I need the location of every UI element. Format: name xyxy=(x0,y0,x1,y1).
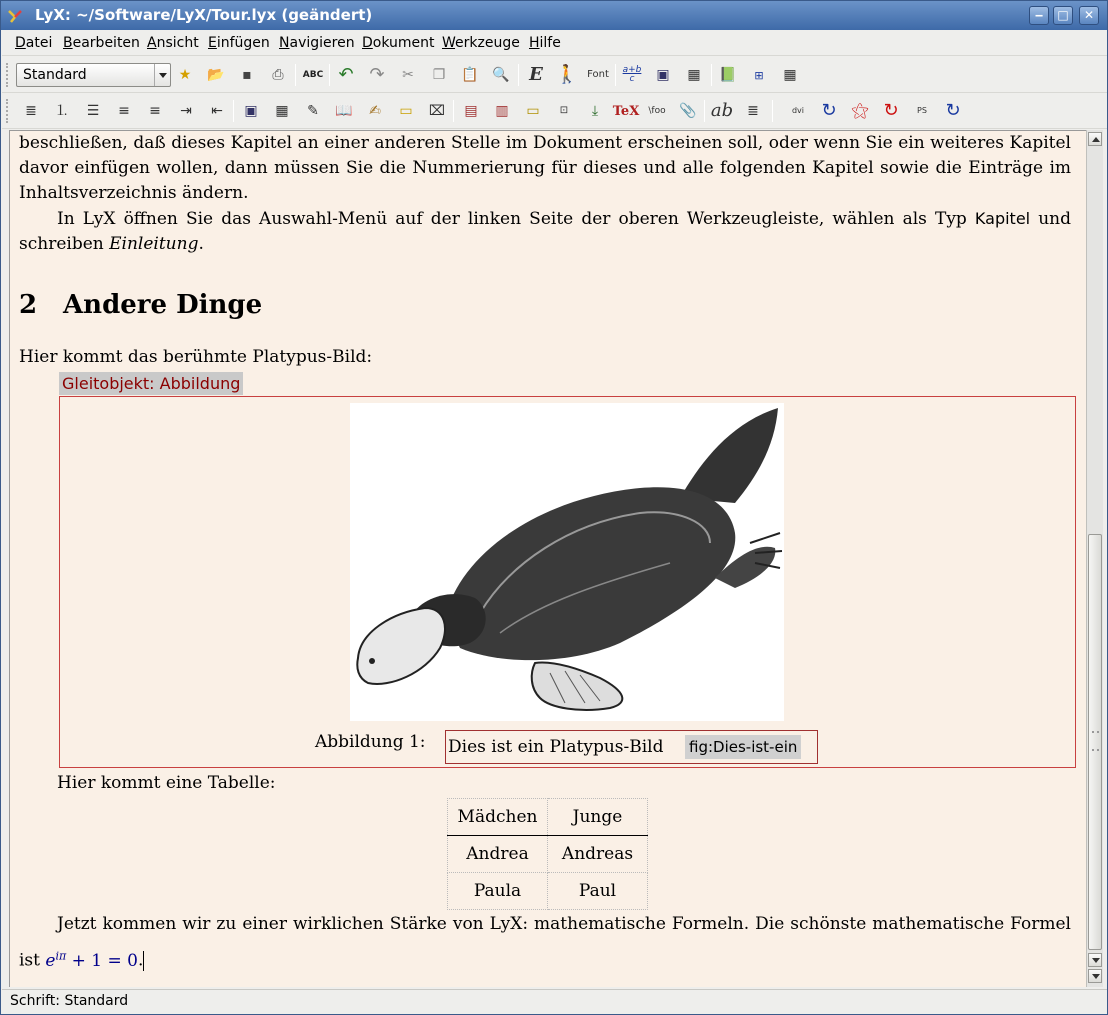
float-inset-label[interactable]: Gleitobjekt: Abbildung xyxy=(59,372,243,395)
update-dvi-icon[interactable]: ↻ xyxy=(821,100,837,121)
bullet-list-icon[interactable]: ☰ xyxy=(86,103,100,119)
insert-table-icon[interactable]: ▦ xyxy=(687,67,701,83)
insert-hyperlink-icon[interactable]: ⌧ xyxy=(428,103,446,119)
menu-einfuegen[interactable]: Einfügen xyxy=(208,35,270,51)
scroll-down-button[interactable] xyxy=(1088,953,1102,967)
paragraph-1[interactable]: beschließen, daß dieses Kapitel an einer anderen Stelle im Dokument erscheinen soll, oder wenn Sie ein weiteres Kapitel davor einfügen wollen, dann müssen Sie die Nummerierung für dieses und alle folgenden Kapitel sowie die Einträge im Inhaltsverzeichnis ändern. xyxy=(19,133,1071,203)
text-cursor xyxy=(143,951,144,971)
view-ps-icon[interactable]: PS xyxy=(917,106,927,115)
toolbar-grip[interactable] xyxy=(6,63,10,87)
figure-float[interactable] xyxy=(59,396,1076,768)
paragraph-2-text: In LyX öffnen Sie das Auswahl-Menü auf der linken Seite der oberen Werkzeugleiste, wählen als Typ xyxy=(57,209,967,229)
status-text: Schrift: Standard xyxy=(10,993,129,1009)
find-replace-icon[interactable]: 🔍 xyxy=(492,67,510,83)
paperclip-icon[interactable]: 📎 xyxy=(679,103,697,119)
view-pdf-icon[interactable]: ⚝ xyxy=(851,100,869,121)
extra-toolbar xyxy=(2,93,1107,129)
formula-paragraph[interactable] xyxy=(19,909,1071,977)
align-justify-icon[interactable]: ≣ xyxy=(25,103,37,119)
figure-label-button[interactable]: fig:Dies-ist-ein xyxy=(685,735,801,759)
new-document-icon[interactable]: ★ xyxy=(178,67,192,83)
table-panel-icon[interactable]: ▦ xyxy=(783,67,797,83)
menu-hilfe[interactable]: Hilfe xyxy=(529,35,561,51)
paragraph-2-text-b: und schreiben xyxy=(19,209,1071,254)
paragraph-2-end: . xyxy=(198,234,204,254)
noun-icon[interactable]: 🚶 xyxy=(555,64,579,85)
toolbar-separator xyxy=(329,64,330,86)
numbered-list-icon[interactable]: ⒈ xyxy=(55,103,69,119)
minimize-button[interactable]: ‒ xyxy=(1029,6,1049,25)
platypus-intro[interactable]: Hier kommt das berühmte Platypus-Bild: xyxy=(19,347,373,367)
menu-bearbeiten[interactable]: Bearbeiten xyxy=(63,35,140,51)
chevron-down-icon[interactable] xyxy=(154,64,170,86)
title-bar xyxy=(1,1,1107,30)
description-list-icon[interactable]: ≡ xyxy=(118,103,130,119)
section-heading[interactable] xyxy=(19,290,263,320)
insert-table-icon-2[interactable]: ▦ xyxy=(275,103,289,119)
toc-book-icon[interactable]: 📗 xyxy=(719,67,737,83)
section-title: Andere Dinge xyxy=(63,290,263,320)
view-dvi-icon[interactable]: dvi xyxy=(791,106,805,115)
menu-bar xyxy=(2,30,1107,56)
paste-icon[interactable]: 📋 xyxy=(461,67,479,83)
toolbar-separator xyxy=(233,100,234,122)
lyx-app-icon[interactable] xyxy=(7,8,23,24)
table-header-row xyxy=(448,799,648,836)
table-cell[interactable]: Paula xyxy=(448,873,548,910)
document-editor[interactable] xyxy=(9,130,1086,987)
paragraph-settings-icon[interactable]: ≣ xyxy=(747,103,759,119)
table-header-cell[interactable]: Junge xyxy=(548,799,648,836)
undo-icon[interactable]: ↶ xyxy=(338,64,354,85)
data-table[interactable] xyxy=(447,798,648,910)
kapitel-style-name: Kapitel xyxy=(974,209,1031,228)
math-panel-icon[interactable]: ⊞ xyxy=(754,68,764,82)
toolbar-separator xyxy=(711,64,712,86)
insert-citation-icon[interactable]: ✍ xyxy=(369,103,381,119)
insert-tex-icon[interactable]: TeX xyxy=(612,103,640,119)
print-icon[interactable]: ⎙ xyxy=(272,67,284,83)
scroll-thumb[interactable] xyxy=(1088,534,1102,950)
insert-marginnote-icon[interactable]: ▥ xyxy=(495,103,509,119)
menu-ansicht[interactable]: Ansicht xyxy=(147,35,199,51)
toolbar-separator xyxy=(615,64,616,86)
toolbar-separator xyxy=(772,100,773,122)
insert-ert-icon[interactable]: \foo xyxy=(648,105,666,116)
caption-inset[interactable] xyxy=(445,730,818,764)
paragraph-style-select[interactable] xyxy=(16,63,171,87)
formula-period: . xyxy=(137,950,144,971)
table-intro[interactable]: Hier kommt eine Tabelle: xyxy=(57,773,276,793)
formula-base: e xyxy=(45,950,56,971)
insert-image-icon[interactable]: ▣ xyxy=(244,103,258,119)
redo-icon[interactable]: ↷ xyxy=(369,64,385,85)
emphasized-einleitung: Einleitung xyxy=(109,234,199,254)
maximize-button[interactable]: □ xyxy=(1053,6,1073,25)
style-select-value: Standard xyxy=(23,67,87,83)
table-cell[interactable]: Andrea xyxy=(448,836,548,873)
scroll-up-button[interactable] xyxy=(1088,132,1102,146)
decrease-depth-icon[interactable]: ⇤ xyxy=(211,103,223,119)
menu-navigieren[interactable]: Navigieren xyxy=(279,35,355,51)
formula-paragraph-text: Jetzt kommen wir zu einer wirklichen Stärke von LyX: mathematische Formeln. Die schönste mathematische Formel ist xyxy=(19,914,1071,971)
menu-werkzeuge[interactable]: Werkzeuge xyxy=(442,35,520,51)
table-row xyxy=(448,873,648,910)
toolbar-separator xyxy=(295,64,296,86)
font-settings-icon[interactable]: Font xyxy=(587,69,609,80)
spellcheck-icon[interactable]: ABC xyxy=(302,69,324,80)
insert-graphics-icon[interactable]: ▣ xyxy=(656,67,670,83)
window-title: LyX: ~/Software/LyX/Tour.lyx (geändert) xyxy=(35,6,373,24)
save-icon[interactable]: ▪ xyxy=(242,67,252,83)
increase-depth-icon[interactable]: ⇥ xyxy=(180,103,192,119)
table-cell[interactable]: Andreas xyxy=(548,836,648,873)
insert-index-icon[interactable]: ▭ xyxy=(399,103,413,119)
table-header-cell[interactable]: Mädchen xyxy=(448,799,548,836)
toolbar-separator xyxy=(453,100,454,122)
main-toolbar xyxy=(2,57,1107,93)
vertical-scrollbar[interactable] xyxy=(1086,130,1103,987)
open-document-icon[interactable]: 📂 xyxy=(207,67,225,83)
text-style-icon[interactable]: ab xyxy=(710,100,734,121)
cut-icon[interactable]: ✂ xyxy=(402,67,414,83)
formula-exponent: iπ xyxy=(55,949,67,962)
table-row xyxy=(448,836,648,873)
paragraph-2[interactable] xyxy=(19,206,1071,257)
insert-label-icon[interactable]: ✎ xyxy=(307,103,319,119)
insert-footnote-icon[interactable]: ▤ xyxy=(464,103,478,119)
copy-icon[interactable]: ❐ xyxy=(432,67,446,83)
menu-datei[interactable]: Datei xyxy=(15,35,53,51)
math-icon[interactable]: a+b c xyxy=(622,65,642,84)
list-outline-icon[interactable]: ≡ xyxy=(149,103,161,119)
platypus-image[interactable] xyxy=(350,403,784,721)
update-ps-icon[interactable]: ↻ xyxy=(945,100,961,121)
status-bar xyxy=(2,989,1107,1014)
close-button[interactable]: ✕ xyxy=(1079,6,1099,25)
figure-caption-text[interactable]: Dies ist ein Platypus-Bild xyxy=(448,737,664,757)
toolbar-separator xyxy=(518,64,519,86)
table-cell[interactable]: Paul xyxy=(548,873,648,910)
section-number: 2 xyxy=(19,290,38,320)
menu-dokument[interactable]: Dokument xyxy=(362,35,435,51)
insert-box-icon[interactable]: ⊡ xyxy=(559,105,569,116)
scroll-down-button-2[interactable] xyxy=(1088,969,1102,983)
update-pdf-icon[interactable]: ↻ xyxy=(883,100,899,121)
insert-note-icon[interactable]: ▭ xyxy=(526,103,540,119)
toolbar-separator xyxy=(704,100,705,122)
emphasis-icon[interactable]: E xyxy=(529,64,543,85)
insert-child-icon[interactable]: ⤓ xyxy=(591,103,599,119)
formula-rest: + 1 = 0 xyxy=(66,950,138,971)
math-formula[interactable] xyxy=(45,951,138,971)
figure-caption-prefix: Abbildung 1: xyxy=(315,732,426,752)
toolbar-grip[interactable] xyxy=(6,99,10,123)
insert-reference-icon[interactable]: 📖 xyxy=(335,103,353,119)
